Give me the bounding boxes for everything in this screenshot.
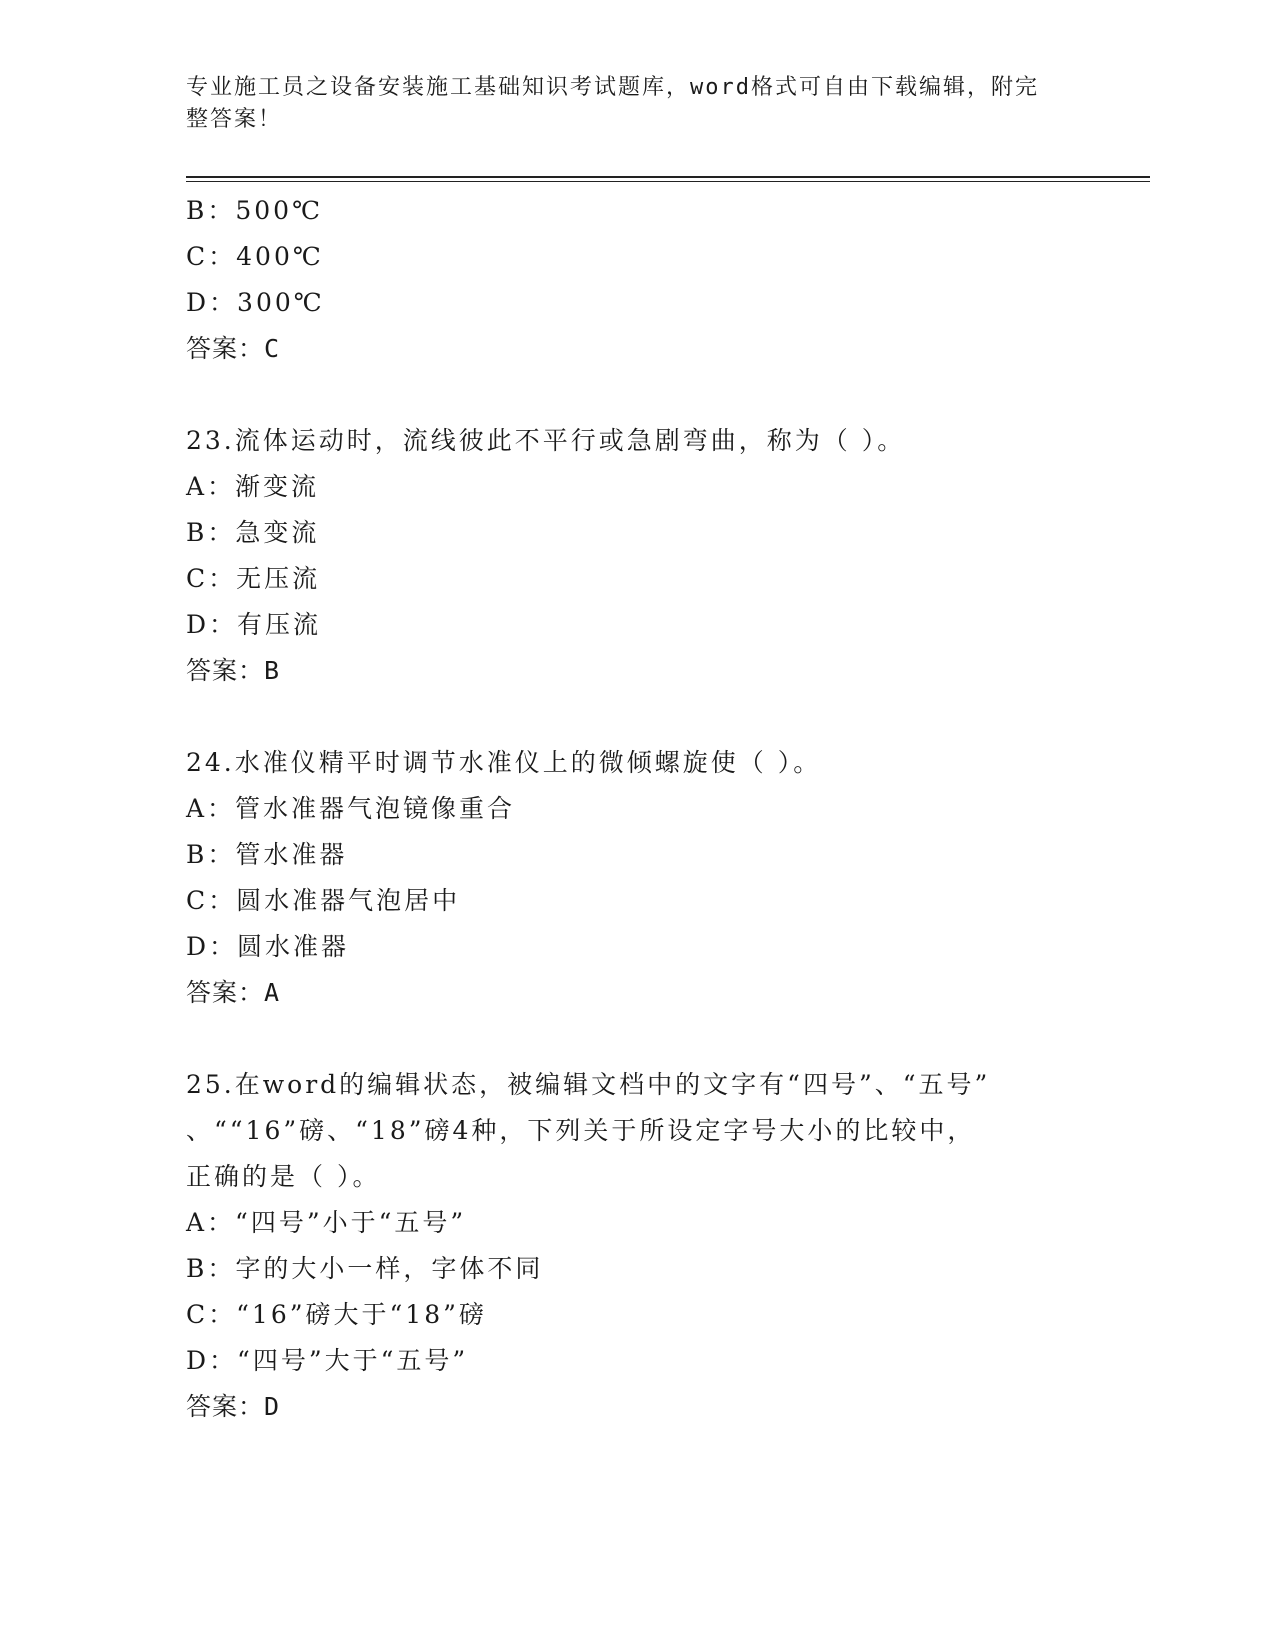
option-d: D：“四号”大于“五号” <box>186 1346 469 1375</box>
option-a: A：“四号”小于“五号” <box>186 1208 467 1237</box>
header-divider-thin <box>186 181 1150 182</box>
question-23 <box>186 418 1076 694</box>
answer: 答案：A <box>186 978 281 1007</box>
question-22-continued <box>186 188 1076 372</box>
option-c: C：400℃ <box>186 242 324 271</box>
answer: 答案：D <box>186 1392 281 1421</box>
header-line-1: 专业施工员之设备安装施工基础知识考试题库，word格式可自由下载编辑，附完 <box>186 75 1039 100</box>
option-b: B：急变流 <box>186 518 320 547</box>
option-d: D：300℃ <box>186 288 325 317</box>
document-header <box>186 72 1066 136</box>
question-24 <box>186 740 1076 1016</box>
header-line-2: 整答案！ <box>186 107 283 132</box>
question-text-line-3: 正确的是（ ）。 <box>186 1162 381 1191</box>
option-b: B：500℃ <box>186 196 324 225</box>
document-body <box>186 188 1076 1430</box>
header-divider-thick <box>186 176 1150 178</box>
question-text-line-1: 25.在word的编辑状态，被编辑文档中的文字有“四号”、“五号” <box>186 1070 991 1099</box>
option-c: C：无压流 <box>186 564 321 593</box>
answer: 答案：C <box>186 334 281 363</box>
question-text: 24.水准仪精平时调节水准仪上的微倾螺旋使（ ）。 <box>186 748 822 777</box>
option-b: B：管水准器 <box>186 840 348 869</box>
question-text: 23.流体运动时，流线彼此不平行或急剧弯曲，称为（ ）。 <box>186 426 906 455</box>
option-a: A：渐变流 <box>186 472 320 501</box>
option-c: C：“16”磅大于“18”磅 <box>186 1300 487 1329</box>
answer: 答案：B <box>186 656 281 685</box>
option-c: C：圆水准器气泡居中 <box>186 886 461 915</box>
option-b: B：字的大小一样，字体不同 <box>186 1254 544 1283</box>
option-a: A：管水准器气泡镜像重合 <box>186 794 516 823</box>
option-d: D：圆水准器 <box>186 932 350 961</box>
question-25 <box>186 1062 1076 1430</box>
option-d: D：有压流 <box>186 610 322 639</box>
question-text-line-2: 、““16”磅、“18”磅4种，下列关于所设定字号大小的比较中， <box>186 1116 976 1145</box>
